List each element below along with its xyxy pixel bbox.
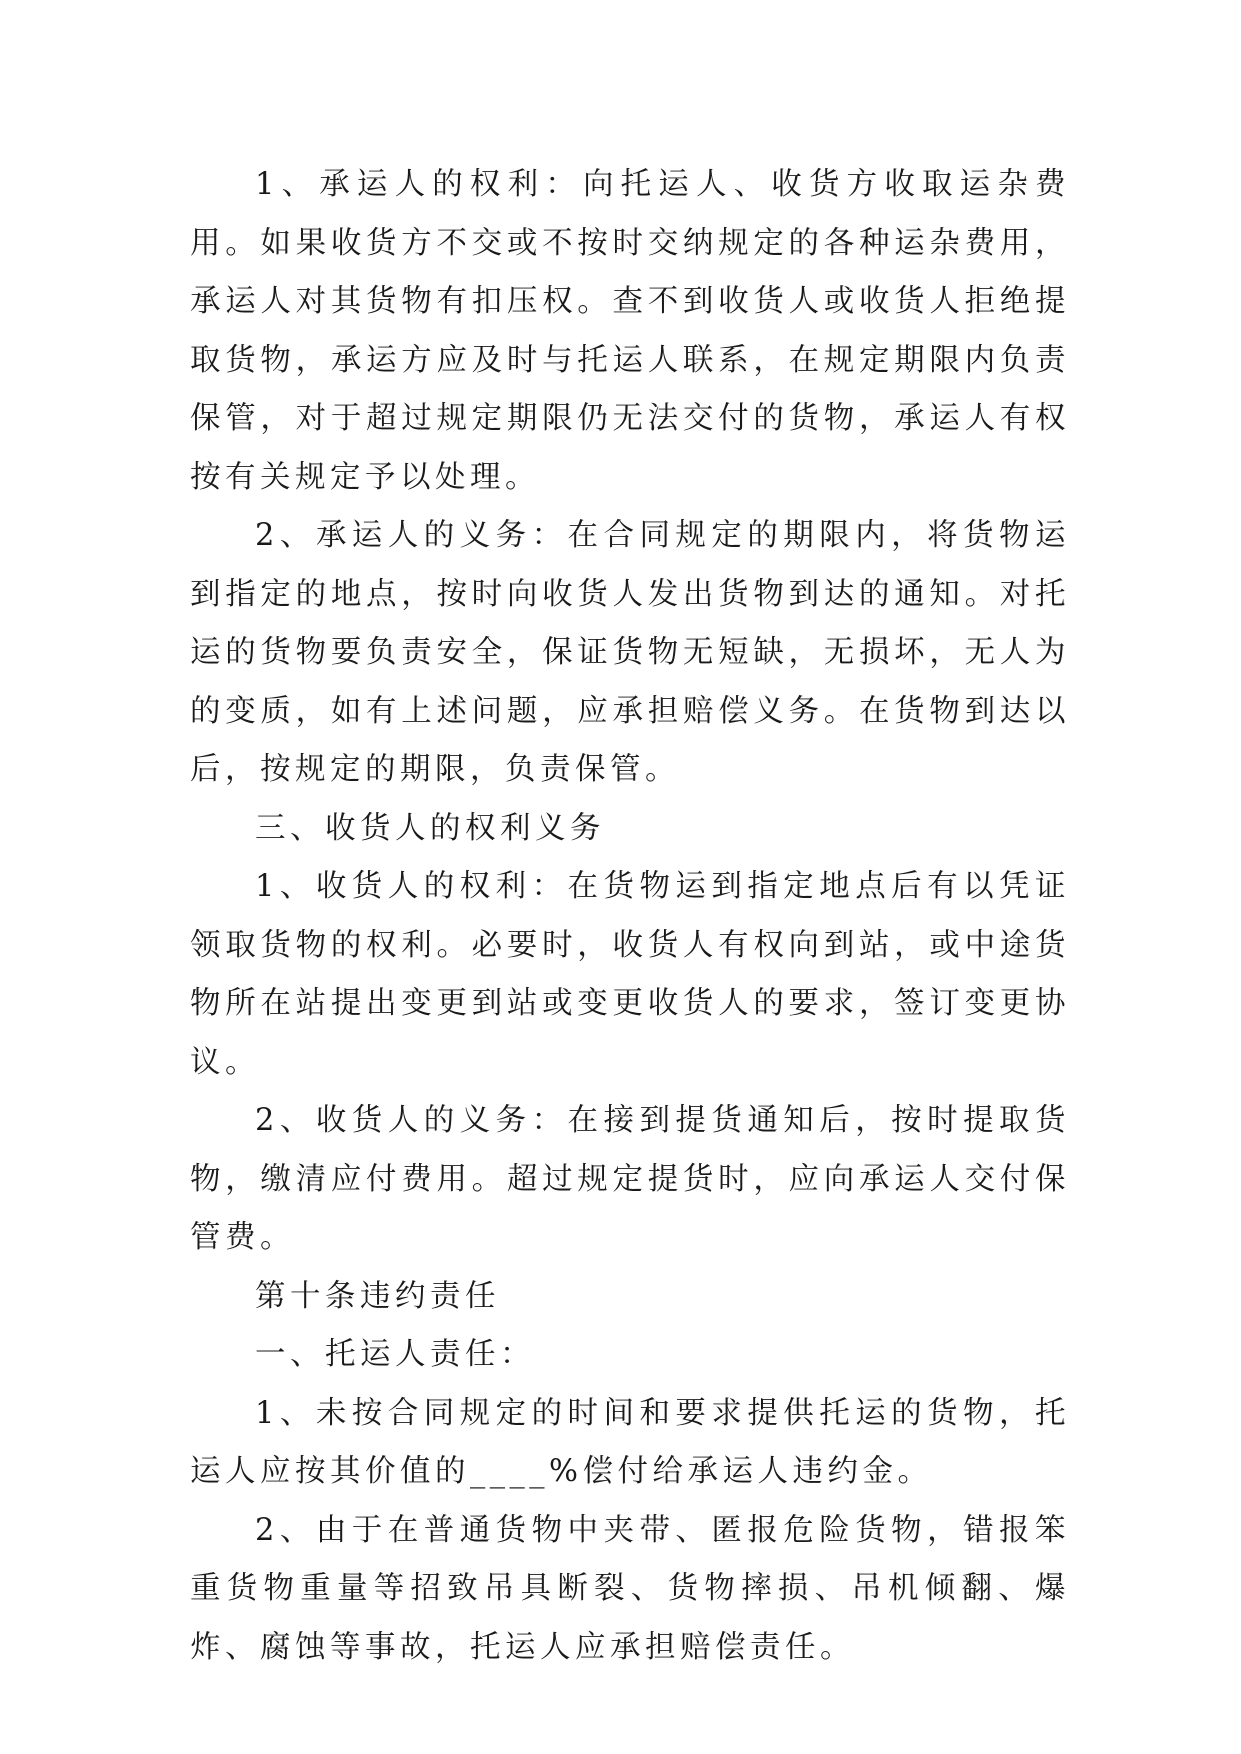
paragraph-carrier-rights: 1、承运人的权利：向托运人、收货方收取运杂费用。如果收货方不交或不按时交纳规定的各种运杂费用，承运人对其货物有扣压权。查不到收货人或收货人拒绝提取货物，承运方应及时与托运人联系，在规定期限内负责保管，对于超过规定期限仍无法交付的货物，承运人有权按有关规定予以处理。 xyxy=(190,167,1070,495)
article-heading-liability: 第十条违约责任 xyxy=(255,1278,500,1314)
paragraph-shipper-liability-1: 1、未按合同规定的时间和要求提供托运的货物，托运人应按其价值的____%偿付给承运人违约金。 xyxy=(190,1395,1070,1489)
paragraph-carrier-obligations: 2、承运人的义务：在合同规定的期限内，将货物运到指定的地点，按时向收货人发出货物到达的通知。对托运的货物要负责安全，保证货物无短缺，无损坏，无人为的变质，如有上述问题，应承担赔偿义务。在货物到达以后，按规定的期限，负责保管。 xyxy=(190,518,1070,787)
paragraph-consignee-obligations: 2、收货人的义务：在接到提货通知后，按时提取货物，缴清应付费用。超过规定提货时，应向承运人交付保管费。 xyxy=(190,1103,1070,1255)
paragraph-consignee-rights: 1、收货人的权利：在货物运到指定地点后有以凭证领取货物的权利。必要时，收货人有权向到站，或中途货物所在站提出变更到站或变更收货人的要求，签订变更协议。 xyxy=(190,869,1070,1080)
section-heading-shipper-liability: 一、托运人责任： xyxy=(255,1337,535,1372)
paragraph-shipper-liability-2: 2、由于在普通货物中夹带、匿报危险货物，错报笨重货物重量等招致吊具断裂、货物摔损、吊机倾翻、爆炸、腐蚀等事故，托运人应承担赔偿责任。 xyxy=(190,1512,1070,1665)
section-heading-consignee: 三、收货人的权利义务 xyxy=(255,810,605,846)
document-body xyxy=(190,156,1070,1677)
